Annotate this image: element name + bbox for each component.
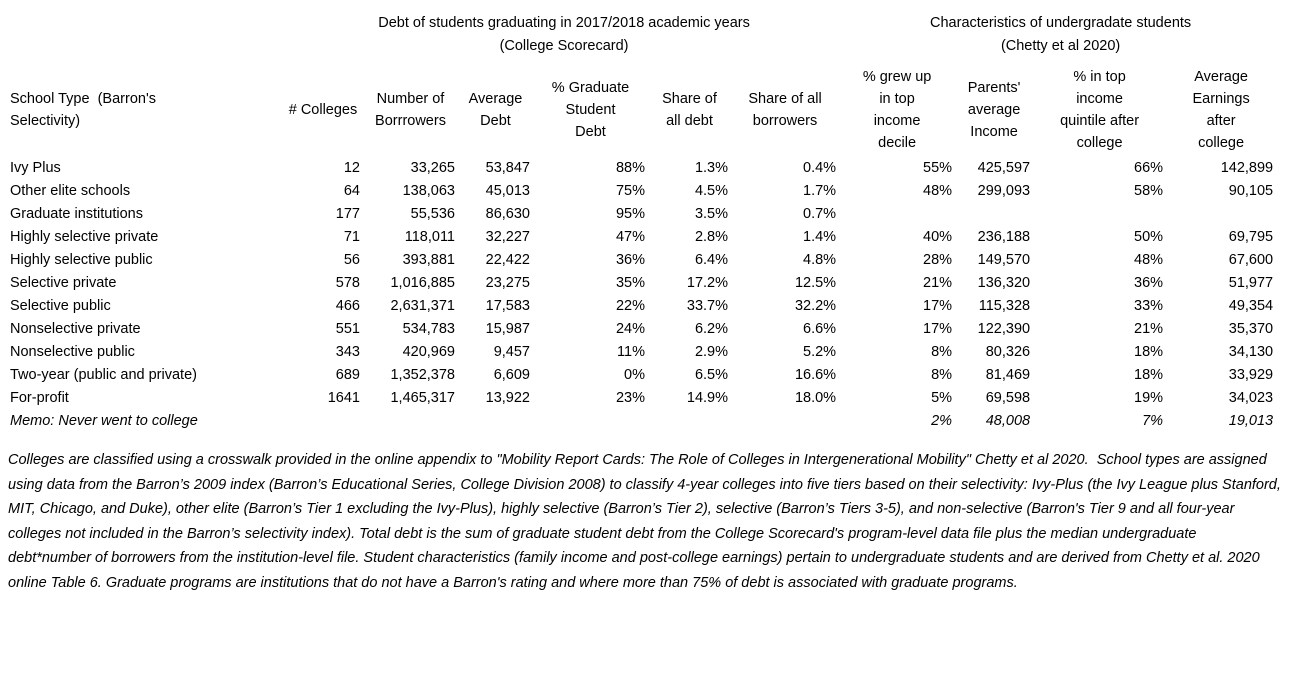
footnote: Colleges are classified using a crosswalk provided in the online appendix to "Mobility Report Cards: The Role of Colleges in Intergenerational Mobility" Chetty et al 2020. School types are assigned using data from the Barron’s 2009 index (Barron’s Educational Series, College Division 2008) to classify 4-year colleges into five tiers based on their selectivity: Ivy-Plus (the Ivy League plus Stanford, MIT, Chicago, and Duke), other elite (Barron’s Tier 1 excluding the Ivy-Plus), highly selective (Barron’s Tier 2), selective (Barron’s Tiers 3-5), and non-selective (Barron's Tier 9 and all four-year colleges not included in the Barron’s selectivity index). Total debt is the sum of graduate student debt from the College Scorecard's program-level data file plus the median undergraduate debt*number of borrowers from the institution-level file. Student characteristics (family income and post-college earnings) pertain to undergraduate students and are derived from Chetty et al. 2020 online Table 6. Graduate programs are institutions that do not have a Barron's rating and where more than 75% of debt is associated with graduate programs. [8,452,1285,591]
value-cell: 18% [1134,367,1164,383]
value-cell: 122,390 [977,321,1031,337]
value-cell: 5.2% [803,344,837,360]
value-cell: 0.4% [803,160,837,176]
value-cell: 88% [615,160,645,176]
value-cell: 1,465,317 [390,390,455,406]
value-cell: 81,469 [985,367,1031,383]
value-cell: 45,013 [485,183,530,199]
table-row [8,157,1279,180]
value-cell: 420,969 [402,344,455,360]
school-type-cell: Nonselective public [10,344,135,360]
value-cell: 3.5% [694,206,728,222]
value-cell: 15,987 [485,321,530,337]
value-cell: 47% [615,229,645,245]
group-header-characteristics-title: Characteristics of undergradate students [930,15,1192,31]
column-header-school-type: School Type (Barron's Selectivity) [10,91,160,129]
value-cell: 2,631,371 [390,298,455,314]
value-cell: 12.5% [794,275,837,291]
school-type-cell: Nonselective private [10,321,141,337]
value-cell: 136,320 [977,275,1031,291]
value-cell: 115,328 [978,298,1031,314]
school-type-cell: Other elite schools [10,183,131,199]
value-cell: 32,227 [485,229,530,245]
column-header-share-all-debt: Share of all debt [662,91,721,129]
value-cell: 17% [923,298,953,314]
group-header-characteristics-subtitle: (Chetty et al 2020) [1000,38,1121,54]
value-cell: 48% [1134,252,1164,268]
value-cell: 1.7% [803,183,837,199]
value-cell: 9,457 [493,344,530,360]
debt-characteristics-table [8,12,1279,433]
value-cell [366,410,461,433]
value-cell: 6.2% [694,321,728,337]
column-header-pct-top-decile: % grew up in top income decile [862,69,936,151]
value-cell: 33% [1134,298,1164,314]
value-cell: 58% [1134,183,1164,199]
value-cell [1169,203,1279,226]
table-row [8,203,1279,226]
table-row [8,249,1279,272]
value-cell: 17,583 [485,298,530,314]
value-cell: 1.4% [803,229,837,245]
value-cell: 393,881 [402,252,455,268]
column-header-num-borrowers: Number of Borrrowers [375,91,449,129]
value-cell: 35,370 [1228,321,1274,337]
value-cell: 689 [335,367,360,383]
value-cell: 36% [1134,275,1164,291]
school-type-cell: For-profit [10,390,69,406]
value-cell: 19% [1134,390,1164,406]
school-type-cell: Memo: Never went to college [10,413,198,429]
value-cell: 69,795 [1228,229,1274,245]
column-header-pct-top-quintile: % in top income quintile after college [1060,69,1144,151]
value-cell: 578 [335,275,360,291]
value-cell: 2.8% [694,229,728,245]
table-row [8,387,1279,410]
group-header-characteristics [842,12,1279,63]
value-cell: 21% [923,275,953,291]
value-cell: 177 [335,206,360,222]
table-row [8,410,1279,433]
column-header-share-all-borrowers: Share of all borrowers [748,91,826,129]
value-cell: 48% [923,183,953,199]
table-row [8,341,1279,364]
value-cell: 86,630 [485,206,530,222]
value-cell [734,410,842,433]
group-header-row [8,12,1279,63]
value-cell: 425,597 [977,160,1031,176]
group-header-debt-title: Debt of students graduating in 2017/2018 academic years [378,15,750,31]
value-cell [536,410,651,433]
value-cell [651,410,734,433]
value-cell: 55,536 [410,206,455,222]
value-cell: 551 [335,321,360,337]
value-cell: 236,188 [977,229,1031,245]
group-header-spacer [8,12,286,63]
value-cell: 32.2% [794,298,837,314]
value-cell: 0% [624,367,645,383]
value-cell: 19,013 [1228,413,1274,429]
school-type-cell: Two-year (public and private) [10,367,197,383]
value-cell: 6.6% [803,321,837,337]
column-header-avg-debt: Average Debt [468,91,527,129]
value-cell: 48,008 [985,413,1031,429]
value-cell: 69,598 [985,390,1031,406]
value-cell: 1.3% [694,160,728,176]
value-cell: 13,922 [485,390,530,406]
value-cell: 34,130 [1228,344,1274,360]
value-cell: 534,783 [402,321,455,337]
table-row [8,180,1279,203]
value-cell: 11% [617,344,645,360]
value-cell: 8% [931,367,953,383]
value-cell: 142,899 [1220,160,1274,176]
table-row [8,318,1279,341]
value-cell: 33,929 [1228,367,1274,383]
value-cell [958,203,1036,226]
value-cell: 67,600 [1228,252,1274,268]
school-type-cell: Highly selective private [10,229,159,245]
value-cell: 7% [1142,413,1164,429]
value-cell: 90,105 [1228,183,1274,199]
value-cell: 40% [923,229,953,245]
value-cell: 6.4% [694,252,728,268]
value-cell: 22% [615,298,645,314]
value-cell: 5% [931,390,953,406]
value-cell: 51,977 [1228,275,1274,291]
column-header-row [8,63,1279,157]
value-cell [286,410,366,433]
value-cell: 138,063 [402,183,455,199]
value-cell: 2% [931,413,953,429]
value-cell: 1641 [327,390,360,406]
value-cell: 6,609 [493,367,530,383]
value-cell [461,410,536,433]
value-cell: 50% [1134,229,1164,245]
column-header-num-colleges: # Colleges [288,102,358,119]
table-row [8,226,1279,249]
value-cell [842,203,958,226]
value-cell: 14.9% [686,390,728,406]
value-cell: 33.7% [686,298,728,314]
value-cell: 80,326 [985,344,1031,360]
group-header-debt-subtitle: (College Scorecard) [499,38,629,54]
value-cell: 6.5% [694,367,728,383]
table-row [8,295,1279,318]
value-cell: 53,847 [485,160,530,176]
value-cell: 17% [923,321,953,337]
value-cell: 21% [1134,321,1164,337]
value-cell: 18.0% [794,390,837,406]
value-cell: 24% [615,321,645,337]
value-cell: 55% [923,160,953,176]
value-cell: 8% [931,344,953,360]
value-cell: 1,016,885 [390,275,455,291]
value-cell [1036,203,1169,226]
group-header-debt [286,12,842,63]
value-cell: 75% [615,183,645,199]
school-type-cell: Selective private [10,275,117,291]
value-cell: 35% [615,275,645,291]
value-cell: 33,265 [410,160,455,176]
school-type-cell: Selective public [10,298,111,314]
value-cell: 22,422 [485,252,530,268]
value-cell: 23% [615,390,645,406]
value-cell: 1,352,378 [390,367,455,383]
value-cell: 95% [615,206,645,222]
column-header-avg-earnings: Average Earnings after college [1192,69,1254,151]
value-cell: 466 [335,298,360,314]
value-cell: 118,011 [404,229,455,245]
value-cell: 2.9% [694,344,728,360]
column-header-pct-grad-debt: % Graduate Student Debt [551,80,634,140]
value-cell: 12 [343,160,360,176]
school-type-cell: Highly selective public [10,252,153,268]
value-cell: 18% [1134,344,1164,360]
value-cell: 343 [335,344,360,360]
school-type-cell: Ivy Plus [10,160,61,176]
value-cell: 16.6% [794,367,837,383]
value-cell: 17.2% [686,275,728,291]
table-row [8,364,1279,387]
value-cell: 34,023 [1228,390,1274,406]
value-cell: 23,275 [485,275,530,291]
value-cell: 149,570 [977,252,1031,268]
table-row [8,272,1279,295]
column-header-parents-income: Parents' average Income [967,80,1025,140]
value-cell: 4.8% [803,252,837,268]
value-cell: 71 [343,229,360,245]
value-cell: 49,354 [1228,298,1274,314]
value-cell: 66% [1134,160,1164,176]
value-cell: 28% [923,252,953,268]
value-cell: 36% [615,252,645,268]
value-cell: 64 [343,183,360,199]
school-type-cell: Graduate institutions [10,206,143,222]
value-cell: 56 [343,252,360,268]
table-body [8,157,1279,433]
value-cell: 299,093 [977,183,1031,199]
value-cell: 4.5% [694,183,728,199]
value-cell: 0.7% [803,206,837,222]
